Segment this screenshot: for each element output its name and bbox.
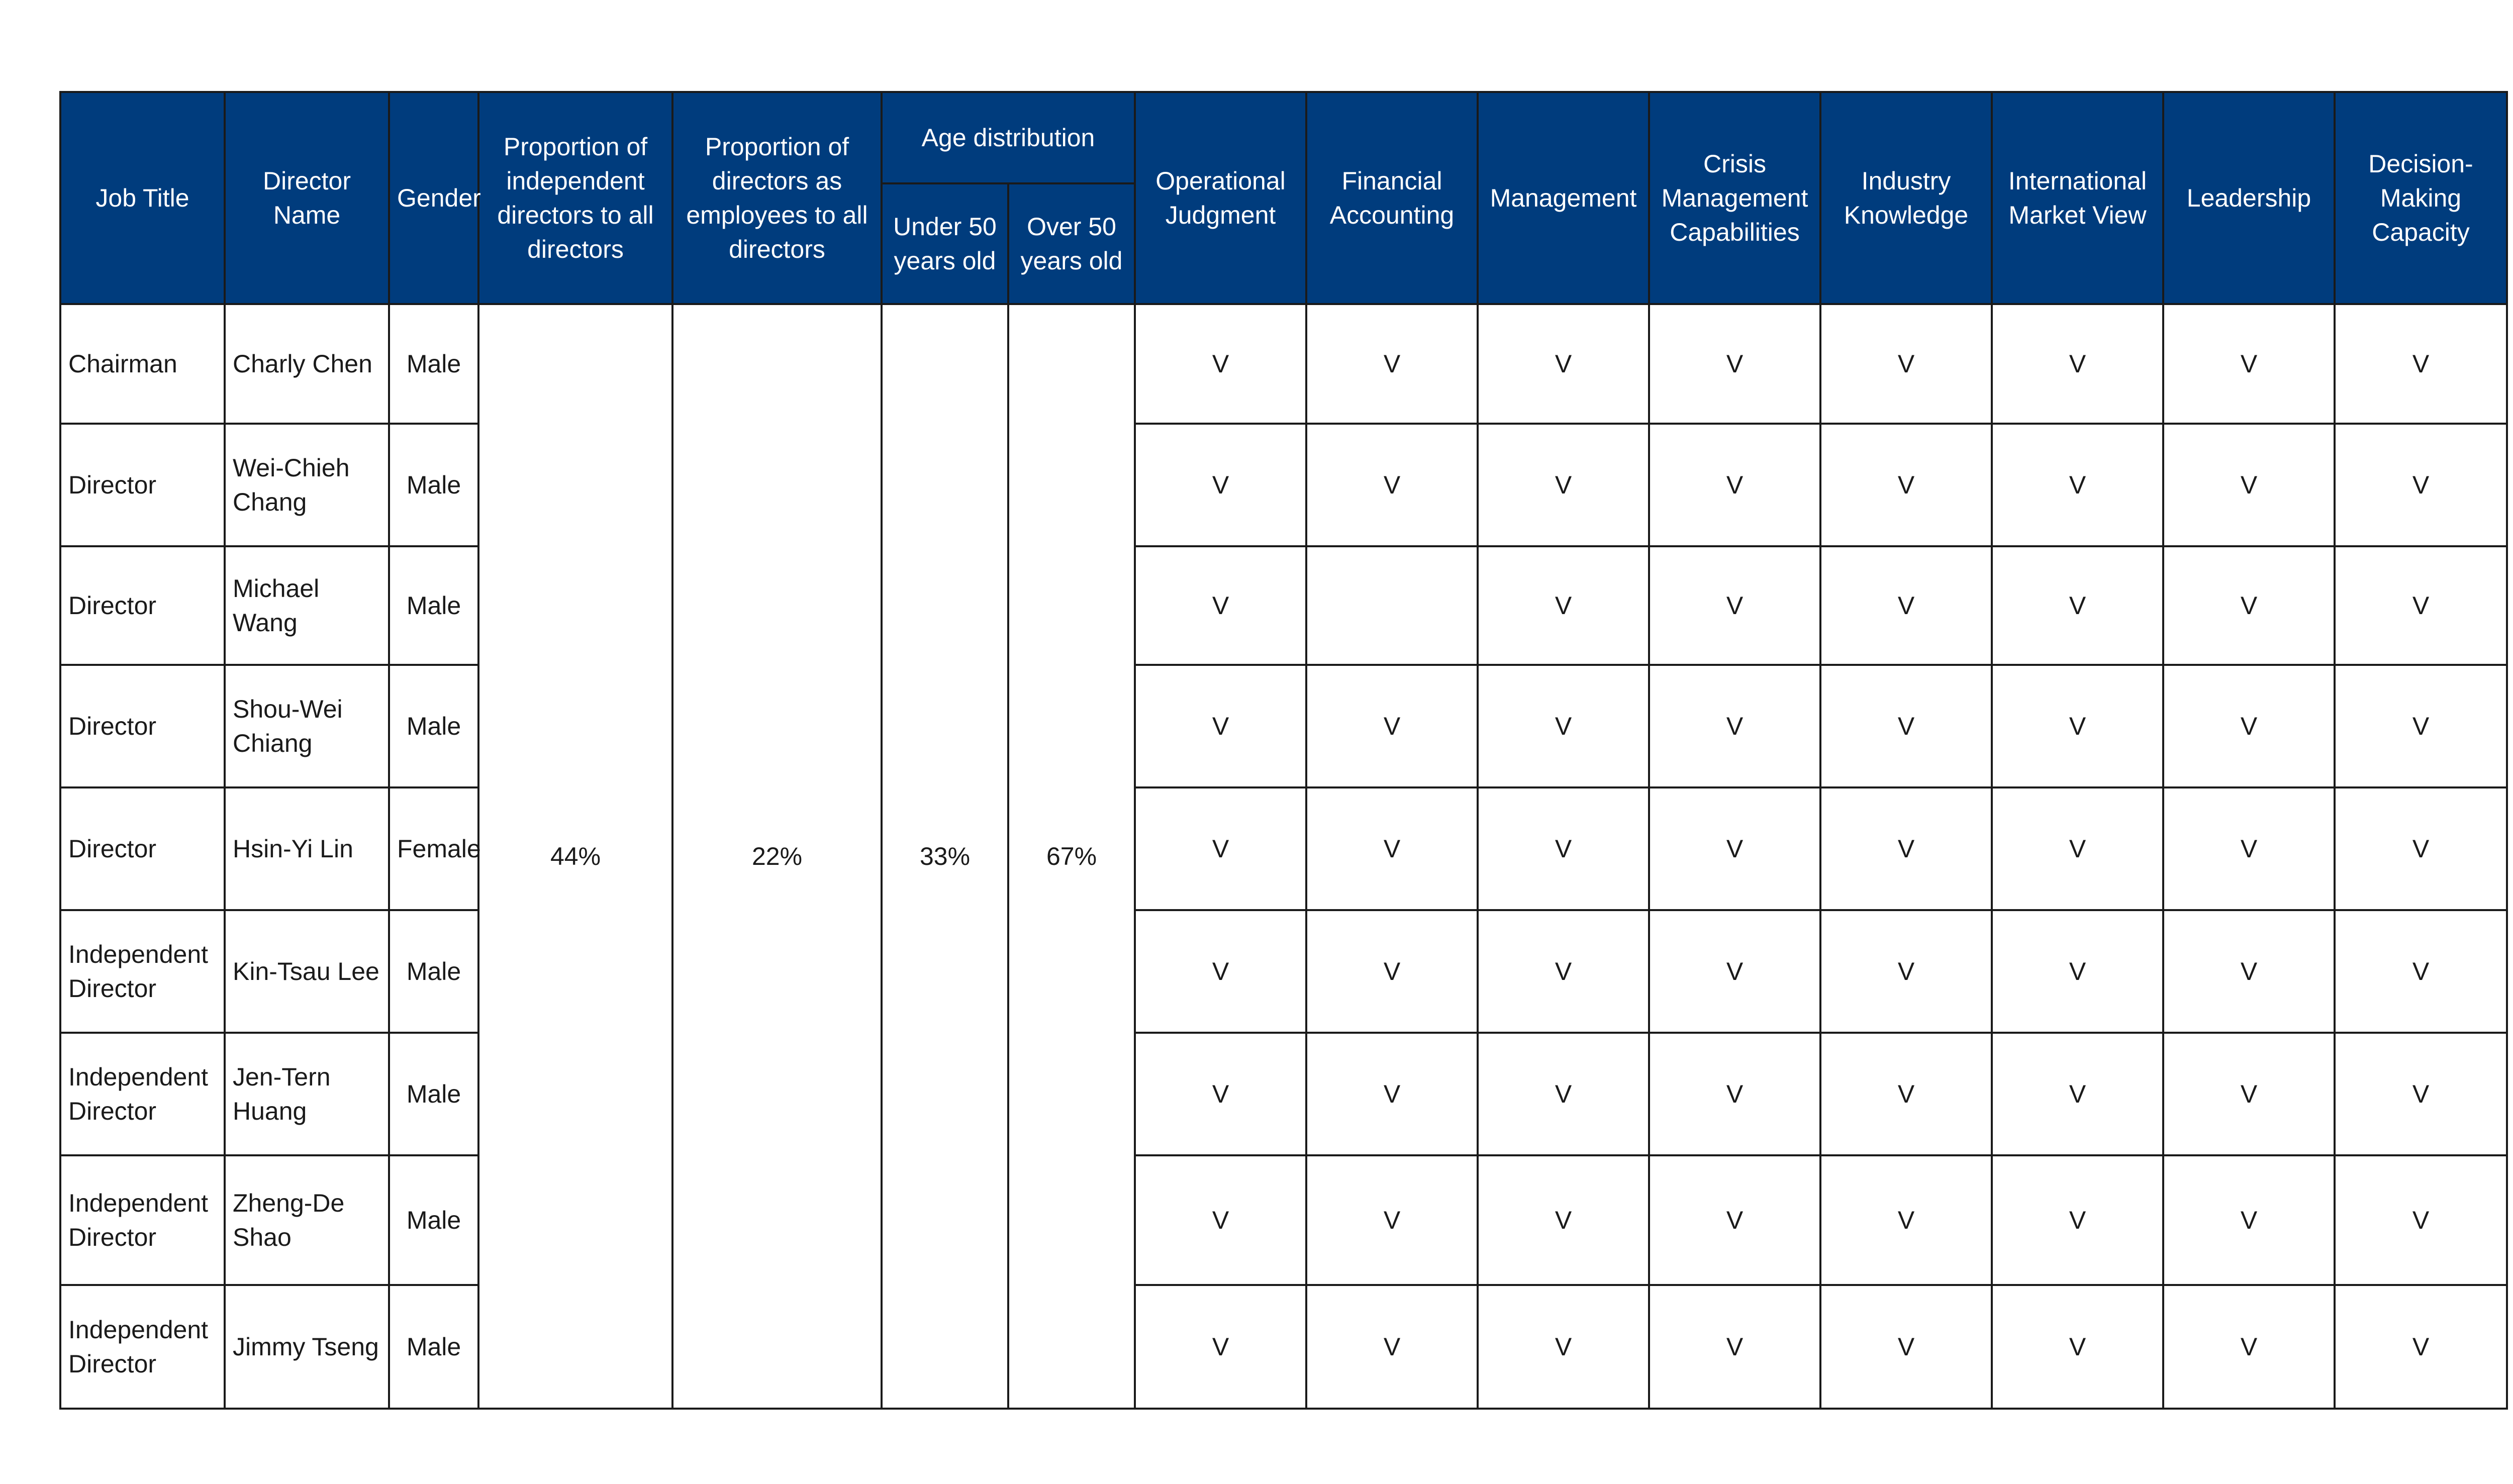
skill-mark-crisis-management: V <box>1649 665 1820 787</box>
job-title-cell: Chairman <box>60 304 225 424</box>
header-independent-ratio: Proportion of independent directors to all directors <box>478 92 672 304</box>
gender-cell: Male <box>389 1285 478 1409</box>
skill-mark-international-market-view: V <box>1992 1285 2163 1409</box>
skill-mark-management: V <box>1478 910 1649 1033</box>
skill-mark-crisis-management: V <box>1649 1155 1820 1285</box>
director-row <box>60 424 2507 546</box>
over-50-cell: 67% <box>1008 304 1135 1409</box>
skill-mark-crisis-management: V <box>1649 1285 1820 1409</box>
skill-mark-financial-accounting: V <box>1306 1285 1478 1409</box>
skill-mark-international-market-view: V <box>1992 304 2163 424</box>
director-name-cell: Jen-Tern Huang <box>225 1033 389 1155</box>
skill-mark-industry-knowledge: V <box>1820 1285 1992 1409</box>
board-body <box>60 304 2507 1409</box>
gender-cell: Male <box>389 424 478 546</box>
skill-mark-management: V <box>1478 1033 1649 1155</box>
header-skill-industry-knowledge: Industry Knowledge <box>1820 92 1992 304</box>
skill-mark-management: V <box>1478 665 1649 787</box>
director-row <box>60 304 2507 424</box>
director-name-cell: Michael Wang <box>225 546 389 665</box>
director-name-cell: Jimmy Tseng <box>225 1285 389 1409</box>
header-under-50: Under 50 years old <box>882 183 1008 304</box>
skill-mark-leadership: V <box>2163 1285 2335 1409</box>
director-row <box>60 1155 2507 1285</box>
header-over-50: Over 50 years old <box>1008 183 1135 304</box>
header-skill-leadership: Leadership <box>2163 92 2335 304</box>
skill-mark-financial-accounting: V <box>1306 304 1478 424</box>
under-50-cell: 33% <box>882 304 1008 1409</box>
skill-mark-decision-making: V <box>2335 304 2507 424</box>
job-title-cell: Director <box>60 787 225 910</box>
director-row <box>60 546 2507 665</box>
director-name-cell: Kin-Tsau Lee <box>225 910 389 1033</box>
skill-mark-financial-accounting: V <box>1306 1033 1478 1155</box>
skill-mark-decision-making: V <box>2335 665 2507 787</box>
skill-mark-financial-accounting: V <box>1306 787 1478 910</box>
skill-mark-financial-accounting: V <box>1306 910 1478 1033</box>
skill-mark-crisis-management: V <box>1649 304 1820 424</box>
skill-mark-decision-making: V <box>2335 910 2507 1033</box>
header-skill-management: Management <box>1478 92 1649 304</box>
gender-cell: Male <box>389 665 478 787</box>
skill-mark-international-market-view: V <box>1992 910 2163 1033</box>
skill-mark-management: V <box>1478 424 1649 546</box>
board-skills-table <box>59 91 2508 1410</box>
skill-mark-operational-judgment: V <box>1135 424 1306 546</box>
skill-mark-decision-making: V <box>2335 424 2507 546</box>
skill-mark-crisis-management: V <box>1649 787 1820 910</box>
header-row <box>60 92 2507 183</box>
skill-mark-operational-judgment: V <box>1135 304 1306 424</box>
skill-mark-crisis-management: V <box>1649 424 1820 546</box>
header-skill-operational-judgment: Operational Judgment <box>1135 92 1306 304</box>
skill-mark-industry-knowledge: V <box>1820 424 1992 546</box>
header-director-name: Director Name <box>225 92 389 304</box>
skill-mark-industry-knowledge: V <box>1820 304 1992 424</box>
director-row <box>60 910 2507 1033</box>
header-job-title: Job Title <box>60 92 225 304</box>
skill-mark-industry-knowledge: V <box>1820 1033 1992 1155</box>
gender-cell: Male <box>389 304 478 424</box>
director-name-cell: Hsin-Yi Lin <box>225 787 389 910</box>
gender-cell: Male <box>389 1033 478 1155</box>
gender-cell: Female <box>389 787 478 910</box>
header-employee-ratio: Proportion of directors as employees to all directors <box>672 92 882 304</box>
skill-mark-international-market-view: V <box>1992 1155 2163 1285</box>
director-name-cell: Shou-Wei Chiang <box>225 665 389 787</box>
skill-mark-crisis-management: V <box>1649 910 1820 1033</box>
skill-mark-industry-knowledge: V <box>1820 910 1992 1033</box>
skill-mark-industry-knowledge: V <box>1820 787 1992 910</box>
skill-mark-leadership: V <box>2163 910 2335 1033</box>
skill-mark-decision-making: V <box>2335 787 2507 910</box>
skill-mark-industry-knowledge: V <box>1820 1155 1992 1285</box>
skill-mark-management: V <box>1478 787 1649 910</box>
skill-mark-international-market-view: V <box>1992 424 2163 546</box>
skill-mark-management: V <box>1478 1285 1649 1409</box>
skill-mark-leadership: V <box>2163 304 2335 424</box>
job-title-cell: Independent Director <box>60 1155 225 1285</box>
skill-mark-management: V <box>1478 546 1649 665</box>
gender-cell: Male <box>389 1155 478 1285</box>
skill-mark-decision-making: V <box>2335 1033 2507 1155</box>
skill-mark-operational-judgment: V <box>1135 665 1306 787</box>
skill-mark-leadership: V <box>2163 665 2335 787</box>
skill-mark-leadership: V <box>2163 1033 2335 1155</box>
skill-mark-crisis-management: V <box>1649 1033 1820 1155</box>
skill-mark-management: V <box>1478 1155 1649 1285</box>
skill-mark-industry-knowledge: V <box>1820 665 1992 787</box>
gender-cell: Male <box>389 910 478 1033</box>
header-skill-decision-making: Decision-Making Capacity <box>2335 92 2507 304</box>
job-title-cell: Independent Director <box>60 910 225 1033</box>
skill-mark-international-market-view: V <box>1992 665 2163 787</box>
skill-mark-decision-making: V <box>2335 1285 2507 1409</box>
skill-mark-operational-judgment: V <box>1135 1155 1306 1285</box>
header-gender: Gender <box>389 92 478 304</box>
director-row <box>60 665 2507 787</box>
skill-mark-financial-accounting: V <box>1306 665 1478 787</box>
skill-mark-leadership: V <box>2163 1155 2335 1285</box>
header-age-distribution: Age distribution <box>882 92 1135 183</box>
skill-mark-financial-accounting <box>1306 546 1478 665</box>
job-title-cell: Director <box>60 424 225 546</box>
job-title-cell: Director <box>60 546 225 665</box>
director-row <box>60 787 2507 910</box>
header-skill-financial-accounting: Financial Accounting <box>1306 92 1478 304</box>
header-skill-crisis-management: Crisis Management Capabilities <box>1649 92 1820 304</box>
skill-mark-leadership: V <box>2163 424 2335 546</box>
skill-mark-financial-accounting: V <box>1306 1155 1478 1285</box>
skill-mark-decision-making: V <box>2335 546 2507 665</box>
skill-mark-operational-judgment: V <box>1135 1033 1306 1155</box>
skill-mark-operational-judgment: V <box>1135 546 1306 665</box>
director-name-cell: Zheng-De Shao <box>225 1155 389 1285</box>
skill-mark-leadership: V <box>2163 787 2335 910</box>
employee-ratio-cell: 22% <box>672 304 882 1409</box>
director-row <box>60 1033 2507 1155</box>
skill-mark-operational-judgment: V <box>1135 1285 1306 1409</box>
skill-mark-management: V <box>1478 304 1649 424</box>
skill-mark-operational-judgment: V <box>1135 787 1306 910</box>
director-name-cell: Wei-Chieh Chang <box>225 424 389 546</box>
job-title-cell: Director <box>60 665 225 787</box>
director-name-cell: Charly Chen <box>225 304 389 424</box>
director-row <box>60 1285 2507 1409</box>
skill-mark-leadership: V <box>2163 546 2335 665</box>
job-title-cell: Independent Director <box>60 1285 225 1409</box>
skill-mark-international-market-view: V <box>1992 787 2163 910</box>
skill-mark-international-market-view: V <box>1992 1033 2163 1155</box>
skill-mark-industry-knowledge: V <box>1820 546 1992 665</box>
independent-ratio-cell: 44% <box>478 304 672 1409</box>
skill-mark-crisis-management: V <box>1649 546 1820 665</box>
skill-mark-operational-judgment: V <box>1135 910 1306 1033</box>
header-skill-international-market-view: International Market View <box>1992 92 2163 304</box>
job-title-cell: Independent Director <box>60 1033 225 1155</box>
skill-mark-international-market-view: V <box>1992 546 2163 665</box>
skill-mark-decision-making: V <box>2335 1155 2507 1285</box>
skill-mark-financial-accounting: V <box>1306 424 1478 546</box>
gender-cell: Male <box>389 546 478 665</box>
